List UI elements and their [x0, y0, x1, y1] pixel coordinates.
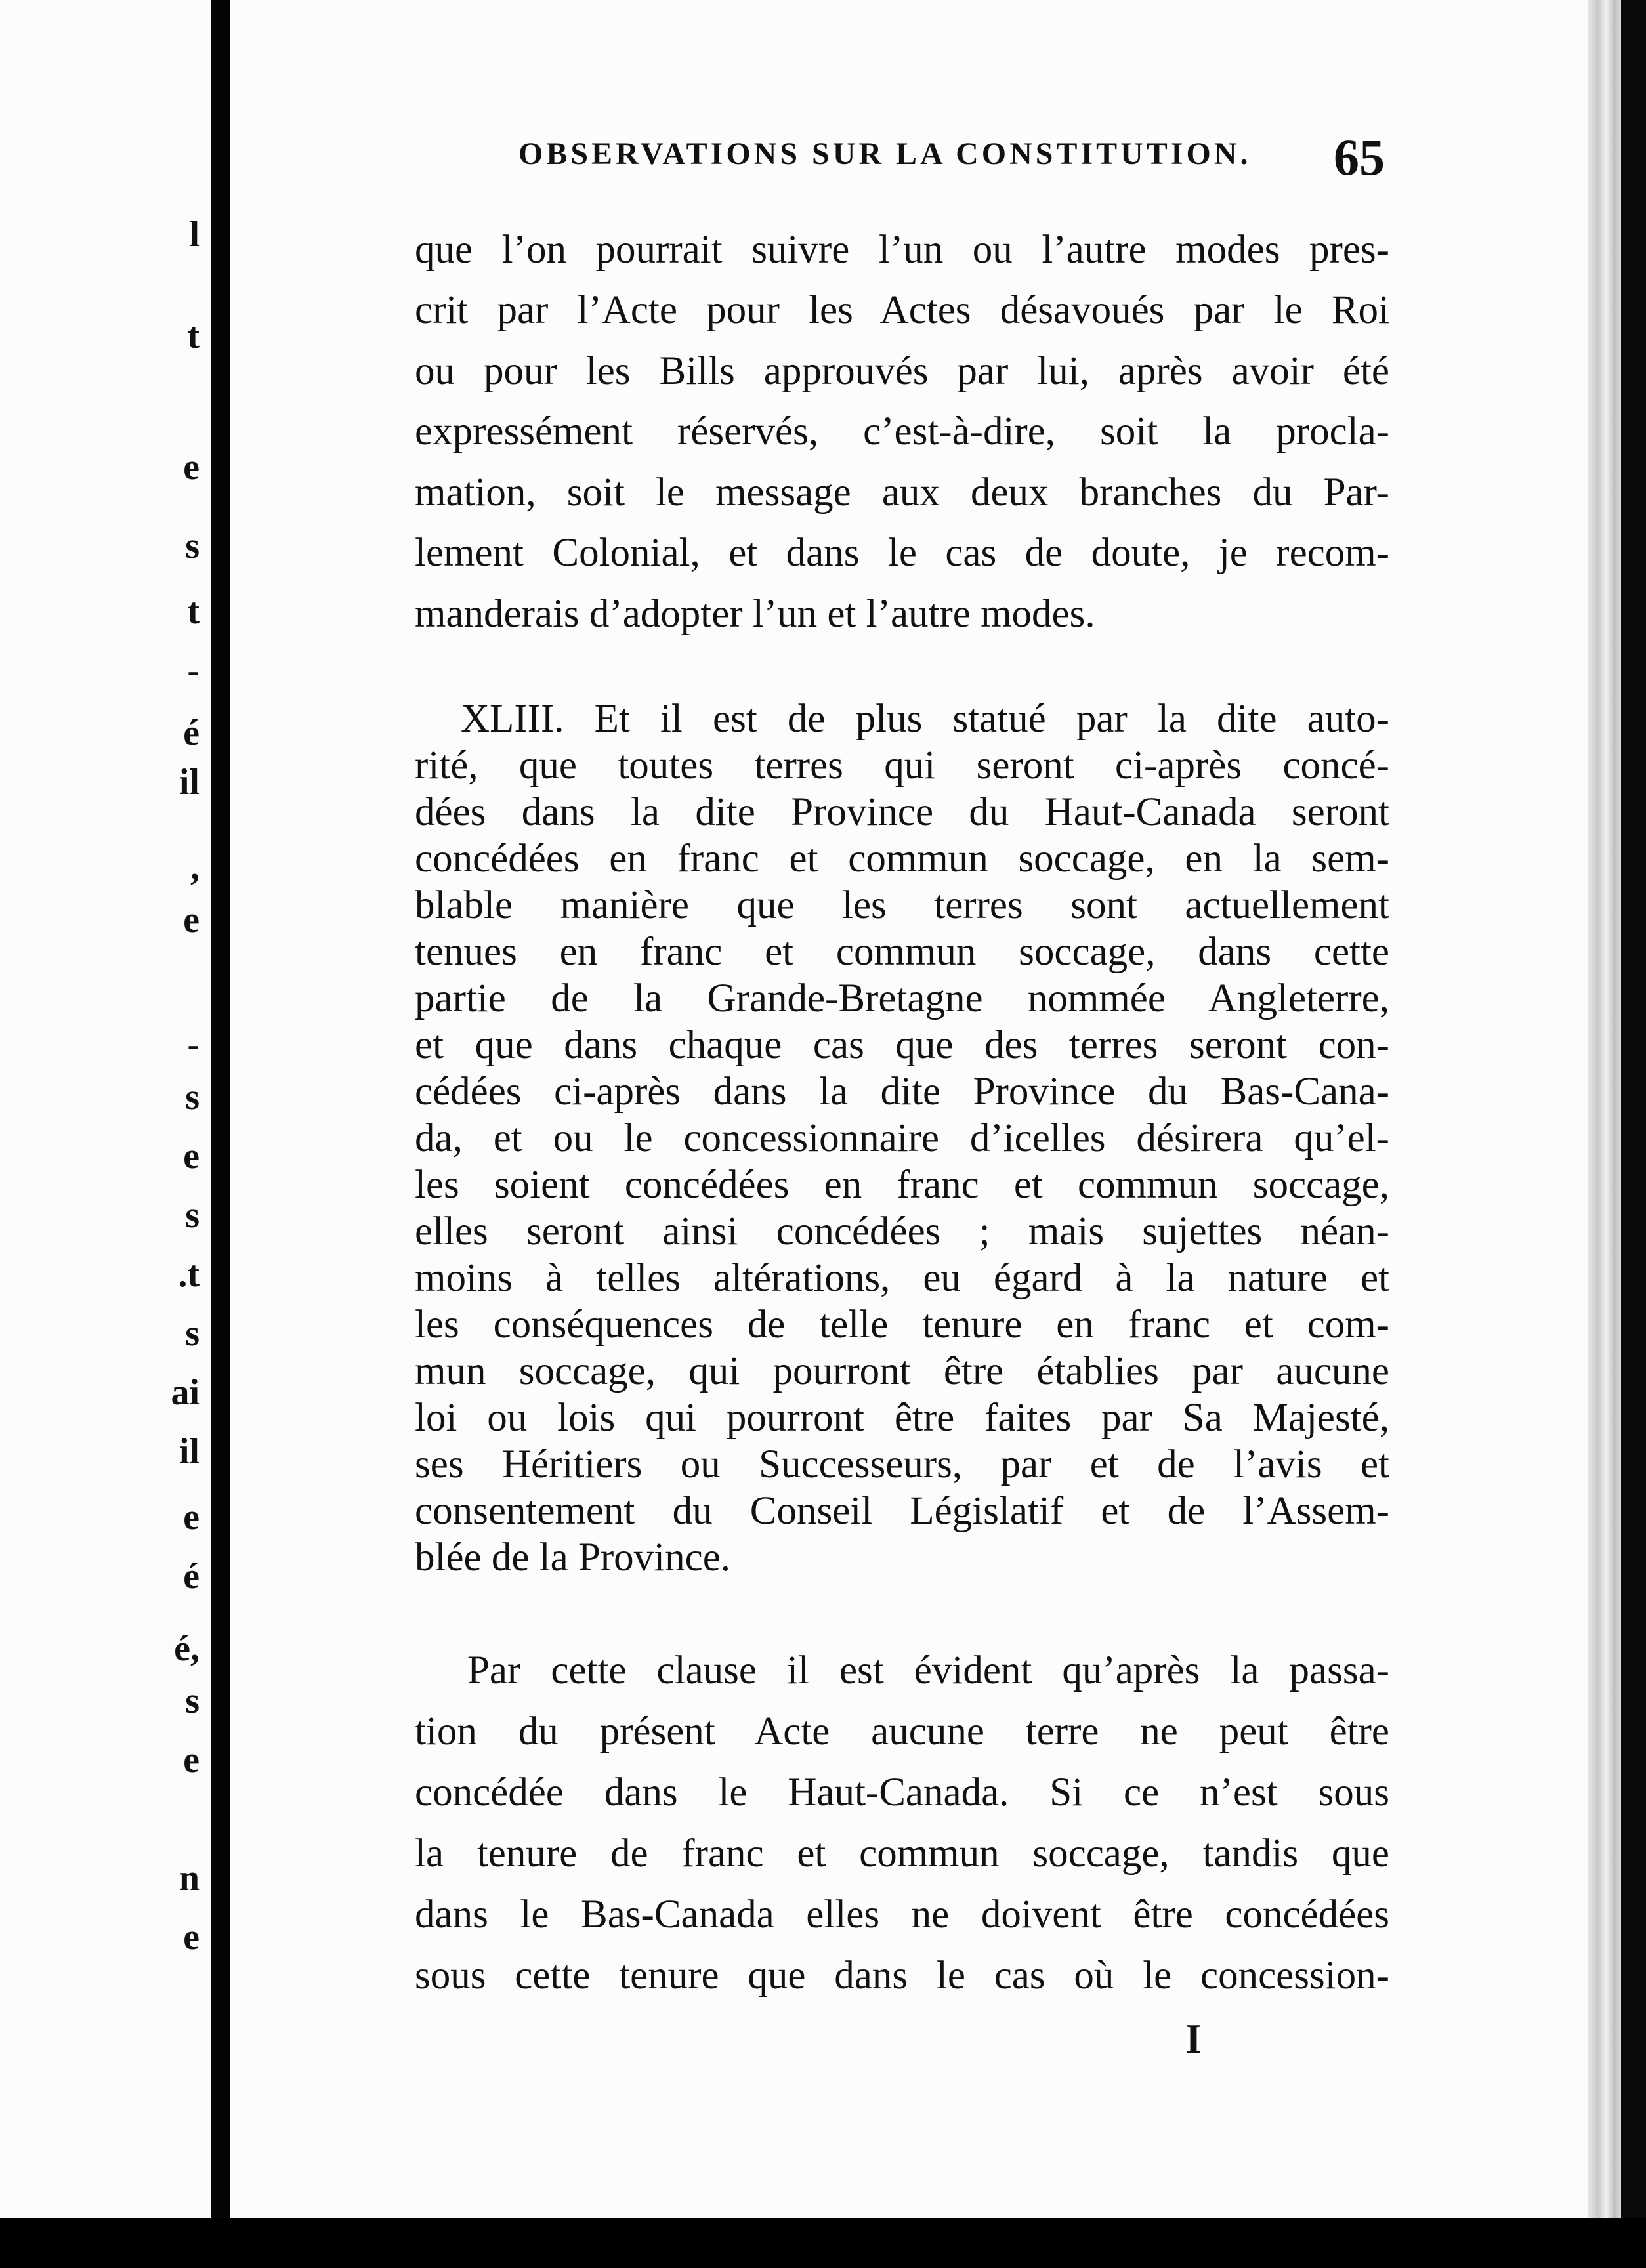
text-line: ses Héritiers ou Successeurs, par et de l’avis et [415, 1442, 1389, 1486]
page-number: 65 [1334, 129, 1385, 186]
text-line: les conséquences de telle tenure en franc et com- [415, 1303, 1389, 1347]
scan-border [1621, 0, 1646, 2268]
book-gutter [211, 0, 230, 2268]
text-line: mun soccage, qui pourront être établies par aucune [415, 1349, 1389, 1393]
text-line: loi ou lois qui pourront être faites par Sa Majesté, [415, 1396, 1389, 1440]
left-page-text: - [187, 1024, 200, 1065]
text-line: et que dans chaque cas que des terres seront con- [415, 1023, 1389, 1067]
scan-border-bottom [0, 2218, 1646, 2268]
left-page-text: ai [171, 1372, 200, 1413]
text-line: rité, que toutes terres qui seront ci-après concé- [415, 744, 1389, 788]
text-line: expressément réservés, c’est-à-dire, soit la procla- [415, 410, 1389, 453]
text-line: concédée dans le Haut-Canada. Si ce n’est sous [415, 1771, 1389, 1815]
text-line: les soient concédées en franc et commun soccage, [415, 1163, 1389, 1207]
text-line: moins à telles altérations, eu égard à la nature et [415, 1256, 1389, 1300]
left-page-text: é [183, 713, 200, 753]
text-line: blée de la Province. [415, 1536, 731, 1580]
text-line: dans le Bas-Canada elles ne doivent être concédées [415, 1893, 1389, 1937]
text-line: tenues en franc et commun soccage, dans cette [415, 930, 1389, 974]
text-line: elles seront ainsi concédées ; mais sujettes néan- [415, 1209, 1389, 1253]
left-page-text: é, [174, 1628, 200, 1669]
text-line: dées dans la dite Province du Haut-Canada seront [415, 790, 1389, 834]
text-line: sous cette tenure que dans le cas où le concession- [415, 1954, 1389, 1998]
left-page-text: e [183, 447, 200, 488]
left-page-text: il [179, 762, 200, 803]
left-page-text: é [183, 1556, 200, 1597]
text-line: mation, soit le message aux deux branches du Par- [415, 471, 1389, 514]
left-page-text: - [187, 650, 200, 691]
text-line: cédées ci-après dans la dite Province du Bas-Cana- [415, 1070, 1389, 1114]
left-page-text: s [185, 1077, 200, 1118]
left-page-text: e [183, 1917, 200, 1958]
left-page-text: il [179, 1431, 200, 1472]
text-line: blable manière que les terres sont actuellement [415, 883, 1389, 927]
running-head [518, 128, 1385, 187]
left-page-text: l [189, 214, 200, 255]
text-line: concédées en franc et commun soccage, en la sem- [415, 837, 1389, 881]
text-line: da, et ou le concessionnaire d’icelles désirera qu’el- [415, 1116, 1389, 1160]
left-page-text: e [183, 1136, 200, 1177]
text-line: crit par l’Acte pour les Actes désavoués par le Roi [415, 288, 1389, 332]
left-page-text: e [183, 1497, 200, 1538]
left-page-text: e [183, 1740, 200, 1780]
running-title: OBSERVATIONS SUR LA CONSTITUTION. [518, 136, 1252, 171]
text-line: manderais d’adopter l’un et l’autre modes. [415, 592, 1095, 636]
text-line: que l’on pourrait suivre l’un ou l’autre modes pres- [415, 228, 1389, 272]
left-page-text: s [185, 1681, 200, 1721]
text-line: la tenure de franc et commun soccage, tandis que [415, 1832, 1389, 1876]
text-line: Par cette clause il est évident qu’après la passa- [467, 1648, 1389, 1692]
text-line: ou pour les Bills approuvés par lui, après avoir été [415, 349, 1389, 393]
left-page-text: t [187, 316, 200, 356]
text-line: XLIII. Et il est de plus statué par la dite auto- [461, 697, 1389, 741]
text-line: partie de la Grande-Bretagne nommée Angleterre, [415, 976, 1389, 1020]
text-line: consentement du Conseil Législatif et de l’Assem- [415, 1489, 1389, 1533]
text-line: lement Colonial, et dans le cas de doute, je recom- [415, 531, 1389, 575]
left-page-text: s [185, 1195, 200, 1236]
signature-mark: I [1185, 2015, 1202, 2062]
left-page-fragment [0, 0, 211, 2268]
left-page-text: t [187, 591, 200, 632]
left-page-text: s [185, 1313, 200, 1354]
left-page-text: s [185, 526, 200, 566]
page-edge [1588, 0, 1621, 2218]
left-page-text: , [190, 847, 200, 888]
left-page-text: .t [178, 1254, 200, 1295]
left-page-text: n [179, 1858, 200, 1899]
left-page-text: e [183, 900, 200, 940]
text-line: tion du présent Acte aucune terre ne peut être [415, 1710, 1389, 1754]
